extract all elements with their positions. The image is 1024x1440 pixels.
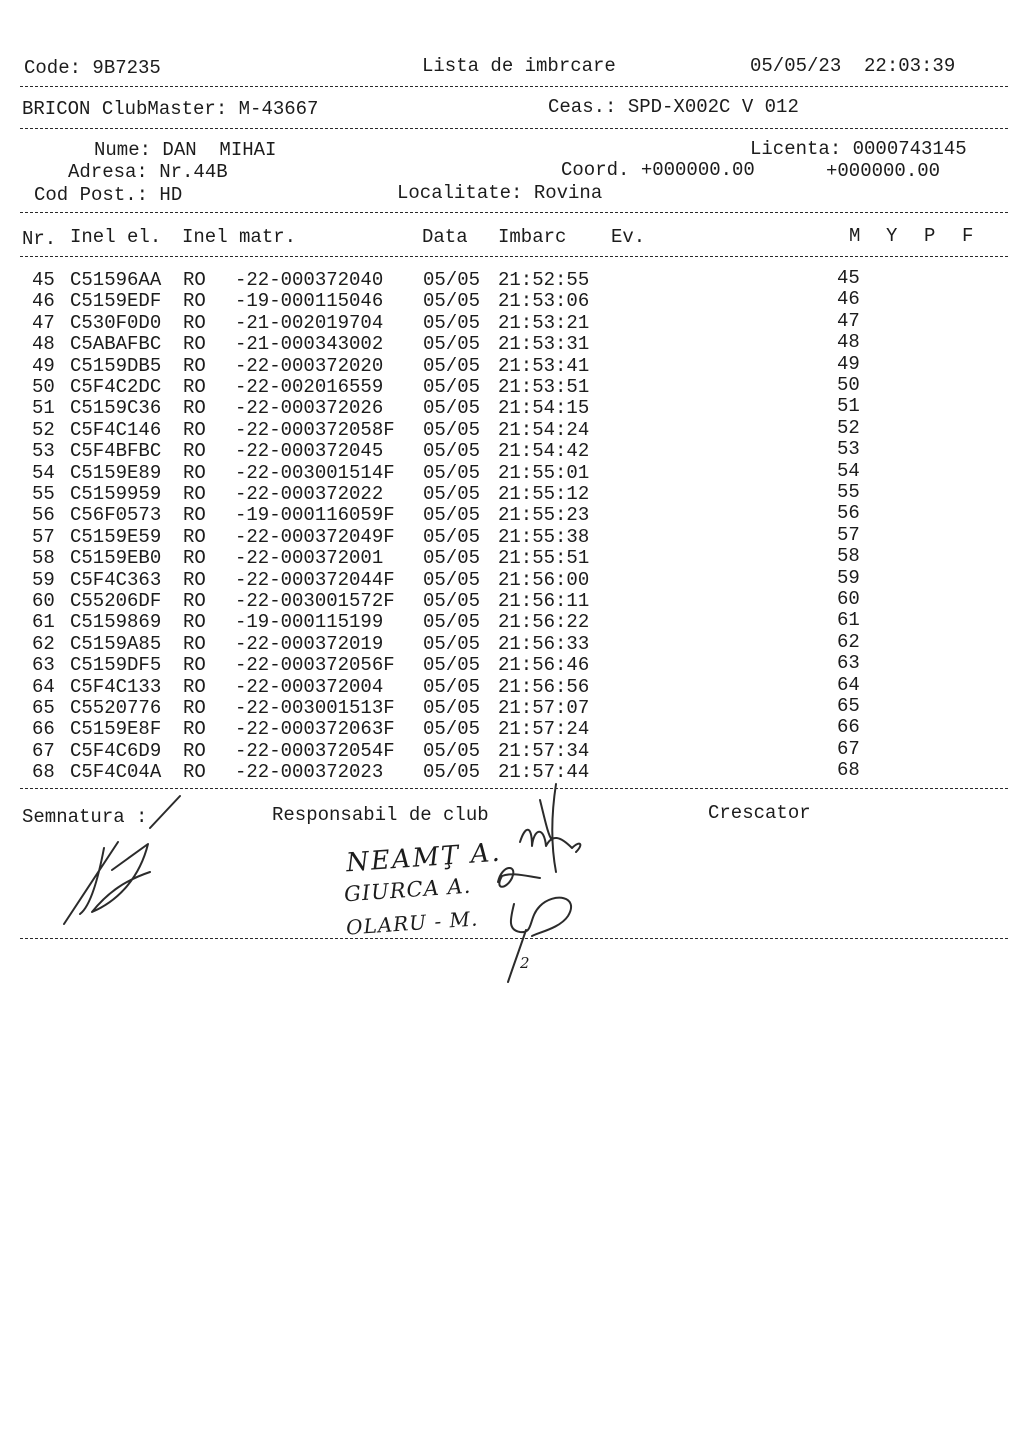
divider — [20, 256, 1008, 257]
row-m: 48 — [837, 331, 860, 354]
row-nr: 60 — [32, 590, 55, 612]
row-inel-el: C5520776 — [70, 697, 162, 719]
row-inel-matr: -19-000115199 — [235, 611, 384, 634]
row-m: 68 — [837, 759, 860, 782]
row-inel-el: C5159C36 — [70, 397, 162, 420]
row-time: 21:56:00 — [498, 568, 590, 591]
row-nr: 62 — [32, 632, 55, 655]
row-inel-el: C51596AA — [70, 269, 162, 291]
row-inel-el: C55206DF — [70, 590, 162, 612]
row-country: RO — [183, 483, 206, 505]
row-inel-el: C5F4C146 — [70, 418, 162, 441]
signature-scribble-low — [508, 898, 571, 982]
col-ev: Ev. — [611, 226, 646, 248]
row-date: 05/05 — [423, 440, 481, 463]
row-nr: 51 — [32, 397, 55, 420]
page-mark: 2 — [520, 954, 530, 972]
row-inel-matr: -22-000372058F — [235, 418, 395, 441]
row-country: RO — [183, 333, 206, 356]
row-time: 21:54:15 — [498, 397, 590, 420]
signature-scribble-right — [520, 830, 580, 852]
row-inel-el: C5159E89 — [70, 461, 162, 484]
row-nr: 59 — [32, 568, 55, 591]
row-date: 05/05 — [423, 504, 481, 527]
row-inel-el: C5F4C6D9 — [70, 739, 162, 762]
row-date: 05/05 — [423, 761, 481, 784]
row-inel-matr: -22-000372063F — [235, 718, 395, 741]
table-row — [0, 331, 1024, 357]
owner-address: Adresa: Nr.44B — [68, 161, 228, 183]
row-nr: 63 — [32, 654, 55, 677]
row-nr: 56 — [32, 504, 55, 527]
row-country: RO — [183, 376, 206, 398]
row-time: 21:53:06 — [498, 290, 590, 313]
row-nr: 52 — [32, 418, 55, 441]
row-date: 05/05 — [423, 632, 481, 655]
row-inel-el: C5F4C133 — [70, 675, 162, 698]
row-inel-matr: -22-000372026 — [235, 397, 384, 420]
code-label: Code: 9B7235 — [24, 57, 161, 79]
row-time: 21:55:01 — [498, 461, 590, 484]
row-inel-matr: -22-000372019 — [235, 632, 384, 655]
row-m: 59 — [837, 566, 860, 589]
row-m: 56 — [837, 502, 860, 525]
row-time: 21:53:41 — [498, 354, 590, 377]
divider — [20, 128, 1008, 129]
row-m: 46 — [837, 288, 860, 311]
row-date: 05/05 — [423, 461, 481, 484]
row-inel-el: C5159869 — [70, 611, 162, 634]
row-inel-matr: -22-003001513F — [235, 697, 395, 719]
row-inel-matr: -22-000372023 — [235, 761, 384, 784]
signature-scribble — [64, 796, 180, 924]
row-time: 21:55:51 — [498, 547, 590, 570]
row-inel-matr: -19-000116059F — [235, 504, 395, 527]
row-inel-matr: -19-000115046 — [235, 290, 384, 313]
row-date: 05/05 — [423, 654, 481, 677]
row-time: 21:57:07 — [498, 697, 590, 719]
row-inel-matr: -22-000372020 — [235, 354, 384, 377]
row-date: 05/05 — [423, 376, 481, 398]
row-m: 67 — [837, 737, 860, 760]
row-inel-el: C5F4C2DC — [70, 376, 162, 398]
row-inel-matr: -22-002016559 — [235, 376, 384, 398]
row-inel-el: C5159DF5 — [70, 654, 162, 677]
club-responsible-label: Responsabil de club — [272, 804, 489, 826]
row-country: RO — [183, 440, 206, 463]
row-inel-el: C5159E59 — [70, 525, 162, 548]
row-m: 65 — [837, 695, 860, 717]
row-inel-el: C5159959 — [70, 483, 162, 505]
locality: Localitate: Rovina — [397, 182, 603, 204]
coordinates-second: +000000.00 — [826, 160, 941, 182]
row-country: RO — [183, 418, 206, 441]
table-row — [0, 438, 1024, 464]
row-m: 61 — [837, 609, 860, 632]
row-time: 21:56:22 — [498, 611, 590, 634]
divider — [20, 212, 1008, 213]
row-date: 05/05 — [423, 354, 481, 377]
signature-label: Semnatura : — [22, 806, 148, 828]
row-nr: 66 — [32, 718, 55, 741]
table-row — [0, 545, 1024, 571]
row-country: RO — [183, 697, 206, 719]
row-time: 21:57:24 — [498, 718, 590, 741]
row-inel-el: C5159EB0 — [70, 547, 162, 570]
row-inel-matr: -22-000372004 — [235, 675, 384, 698]
row-date: 05/05 — [423, 568, 481, 591]
row-time: 21:57:44 — [498, 761, 590, 784]
breeder-label: Crescator — [708, 802, 811, 824]
row-date: 05/05 — [423, 397, 481, 420]
row-nr: 54 — [32, 461, 55, 484]
row-inel-matr: -22-000372054F — [235, 739, 395, 762]
row-inel-el: C5159A85 — [70, 632, 162, 655]
row-date: 05/05 — [423, 739, 481, 762]
signature-scribble-mid — [498, 868, 540, 887]
row-m: 50 — [837, 374, 860, 396]
row-time: 21:55:12 — [498, 483, 590, 505]
row-inel-el: C5F4C04A — [70, 761, 162, 784]
row-m: 47 — [837, 309, 860, 332]
row-m: 51 — [837, 395, 860, 418]
row-date: 05/05 — [423, 590, 481, 612]
row-country: RO — [183, 269, 206, 291]
row-country: RO — [183, 654, 206, 677]
divider — [20, 938, 1008, 939]
row-time: 21:55:38 — [498, 525, 590, 548]
row-inel-matr: -22-000372056F — [235, 654, 395, 677]
row-nr: 46 — [32, 290, 55, 313]
row-time: 21:57:34 — [498, 739, 590, 762]
row-inel-matr: -22-003001514F — [235, 461, 395, 484]
row-country: RO — [183, 547, 206, 570]
row-time: 21:56:33 — [498, 632, 590, 655]
row-country: RO — [183, 354, 206, 377]
row-date: 05/05 — [423, 675, 481, 698]
row-time: 21:56:46 — [498, 654, 590, 677]
row-nr: 55 — [32, 483, 55, 505]
col-p: P — [924, 225, 936, 247]
row-country: RO — [183, 568, 206, 591]
row-country: RO — [183, 397, 206, 420]
document-title: Lista de imbrcare — [422, 55, 616, 77]
row-country: RO — [183, 675, 206, 698]
row-time: 21:53:21 — [498, 311, 590, 334]
row-time: 21:53:51 — [498, 376, 590, 398]
col-nr: Nr. — [22, 228, 57, 250]
row-m: 49 — [837, 352, 860, 375]
row-nr: 64 — [32, 675, 55, 698]
row-inel-matr: -21-002019704 — [235, 311, 384, 334]
row-m: 64 — [837, 673, 860, 696]
row-inel-matr: -22-000372022 — [235, 483, 384, 505]
row-nr: 61 — [32, 611, 55, 634]
row-country: RO — [183, 461, 206, 484]
row-country: RO — [183, 632, 206, 655]
handwritten-signatures — [0, 780, 1024, 1000]
row-inel-el: C530F0D0 — [70, 311, 162, 334]
row-country: RO — [183, 504, 206, 527]
col-data: Data — [422, 226, 468, 248]
row-nr: 58 — [32, 547, 55, 570]
row-date: 05/05 — [423, 697, 481, 719]
row-date: 05/05 — [423, 290, 481, 313]
row-inel-matr: -22-000372001 — [235, 547, 384, 570]
row-time: 21:54:24 — [498, 418, 590, 441]
row-date: 05/05 — [423, 718, 481, 741]
row-nr: 67 — [32, 739, 55, 762]
row-inel-matr: -22-000372040 — [235, 269, 384, 291]
row-m: 62 — [837, 630, 860, 653]
row-country: RO — [183, 718, 206, 741]
row-m: 60 — [837, 588, 860, 610]
row-m: 57 — [837, 523, 860, 546]
clubmaster-label: BRICON ClubMaster: M-43667 — [22, 98, 319, 120]
row-m: 55 — [837, 481, 860, 503]
handwritten-name-1: NEAMŢ A. — [345, 837, 503, 879]
row-m: 63 — [837, 652, 860, 675]
row-time: 21:55:23 — [498, 504, 590, 527]
row-date: 05/05 — [423, 311, 481, 334]
row-nr: 50 — [32, 376, 55, 398]
row-country: RO — [183, 590, 206, 612]
signature-stroke — [540, 784, 556, 872]
row-nr: 45 — [32, 269, 55, 291]
license-number: Licenta: 0000743145 — [750, 138, 967, 160]
row-country: RO — [183, 290, 206, 313]
row-inel-el: C5159EDF — [70, 290, 162, 313]
row-m: 58 — [837, 545, 860, 568]
row-inel-matr: -22-000372045 — [235, 440, 384, 463]
col-inel-matr: Inel matr. — [182, 226, 297, 248]
row-nr: 68 — [32, 761, 55, 784]
row-m: 52 — [837, 416, 860, 439]
row-m: 54 — [837, 459, 860, 482]
row-date: 05/05 — [423, 269, 481, 291]
row-time: 21:56:11 — [498, 590, 590, 612]
divider — [20, 86, 1008, 87]
row-country: RO — [183, 739, 206, 762]
row-nr: 57 — [32, 525, 55, 548]
row-date: 05/05 — [423, 333, 481, 356]
row-inel-matr: -21-000343002 — [235, 333, 384, 356]
row-inel-el: C5ABAFBC — [70, 333, 162, 356]
row-inel-el: C5F4C363 — [70, 568, 162, 591]
row-nr: 47 — [32, 311, 55, 334]
row-time: 21:54:42 — [498, 440, 590, 463]
row-nr: 49 — [32, 354, 55, 377]
table-row — [0, 652, 1024, 678]
row-date: 05/05 — [423, 525, 481, 548]
postal-code: Cod Post.: HD — [34, 184, 183, 206]
row-country: RO — [183, 761, 206, 784]
handwritten-name-3: OLARU - M. — [345, 906, 480, 940]
row-time: 21:53:31 — [498, 333, 590, 356]
row-m: 66 — [837, 716, 860, 739]
clock-label: Ceas.: SPD-X002C V 012 — [548, 96, 799, 118]
row-country: RO — [183, 311, 206, 334]
row-m: 45 — [837, 267, 860, 289]
row-country: RO — [183, 525, 206, 548]
row-inel-matr: -22-000372049F — [235, 525, 395, 548]
owner-name: Nume: DAN MIHAI — [94, 139, 277, 161]
col-m: M — [849, 225, 861, 247]
row-nr: 65 — [32, 697, 55, 719]
row-inel-el: C5159E8F — [70, 718, 162, 741]
col-y: Y — [886, 225, 898, 247]
row-date: 05/05 — [423, 611, 481, 634]
row-time: 21:56:56 — [498, 675, 590, 698]
col-f: F — [962, 225, 974, 247]
row-nr: 53 — [32, 440, 55, 463]
handwritten-name-2: GIURCA A. — [343, 873, 472, 907]
col-inel-el: Inel el. — [70, 226, 162, 248]
row-date: 05/05 — [423, 547, 481, 570]
row-inel-matr: -22-000372044F — [235, 568, 395, 591]
row-nr: 48 — [32, 333, 55, 356]
row-inel-el: C5159DB5 — [70, 354, 162, 377]
col-imbarc: Imbarc — [498, 226, 567, 248]
row-m: 53 — [837, 438, 860, 461]
coordinates: Coord. +000000.00 — [561, 159, 755, 181]
row-inel-el: C5F4BFBC — [70, 440, 162, 463]
row-country: RO — [183, 611, 206, 634]
row-date: 05/05 — [423, 483, 481, 505]
row-inel-matr: -22-003001572F — [235, 590, 395, 612]
row-inel-el: C56F0573 — [70, 504, 162, 527]
print-datetime: 05/05/23 22:03:39 — [750, 55, 956, 77]
row-time: 21:52:55 — [498, 269, 590, 291]
row-date: 05/05 — [423, 418, 481, 441]
